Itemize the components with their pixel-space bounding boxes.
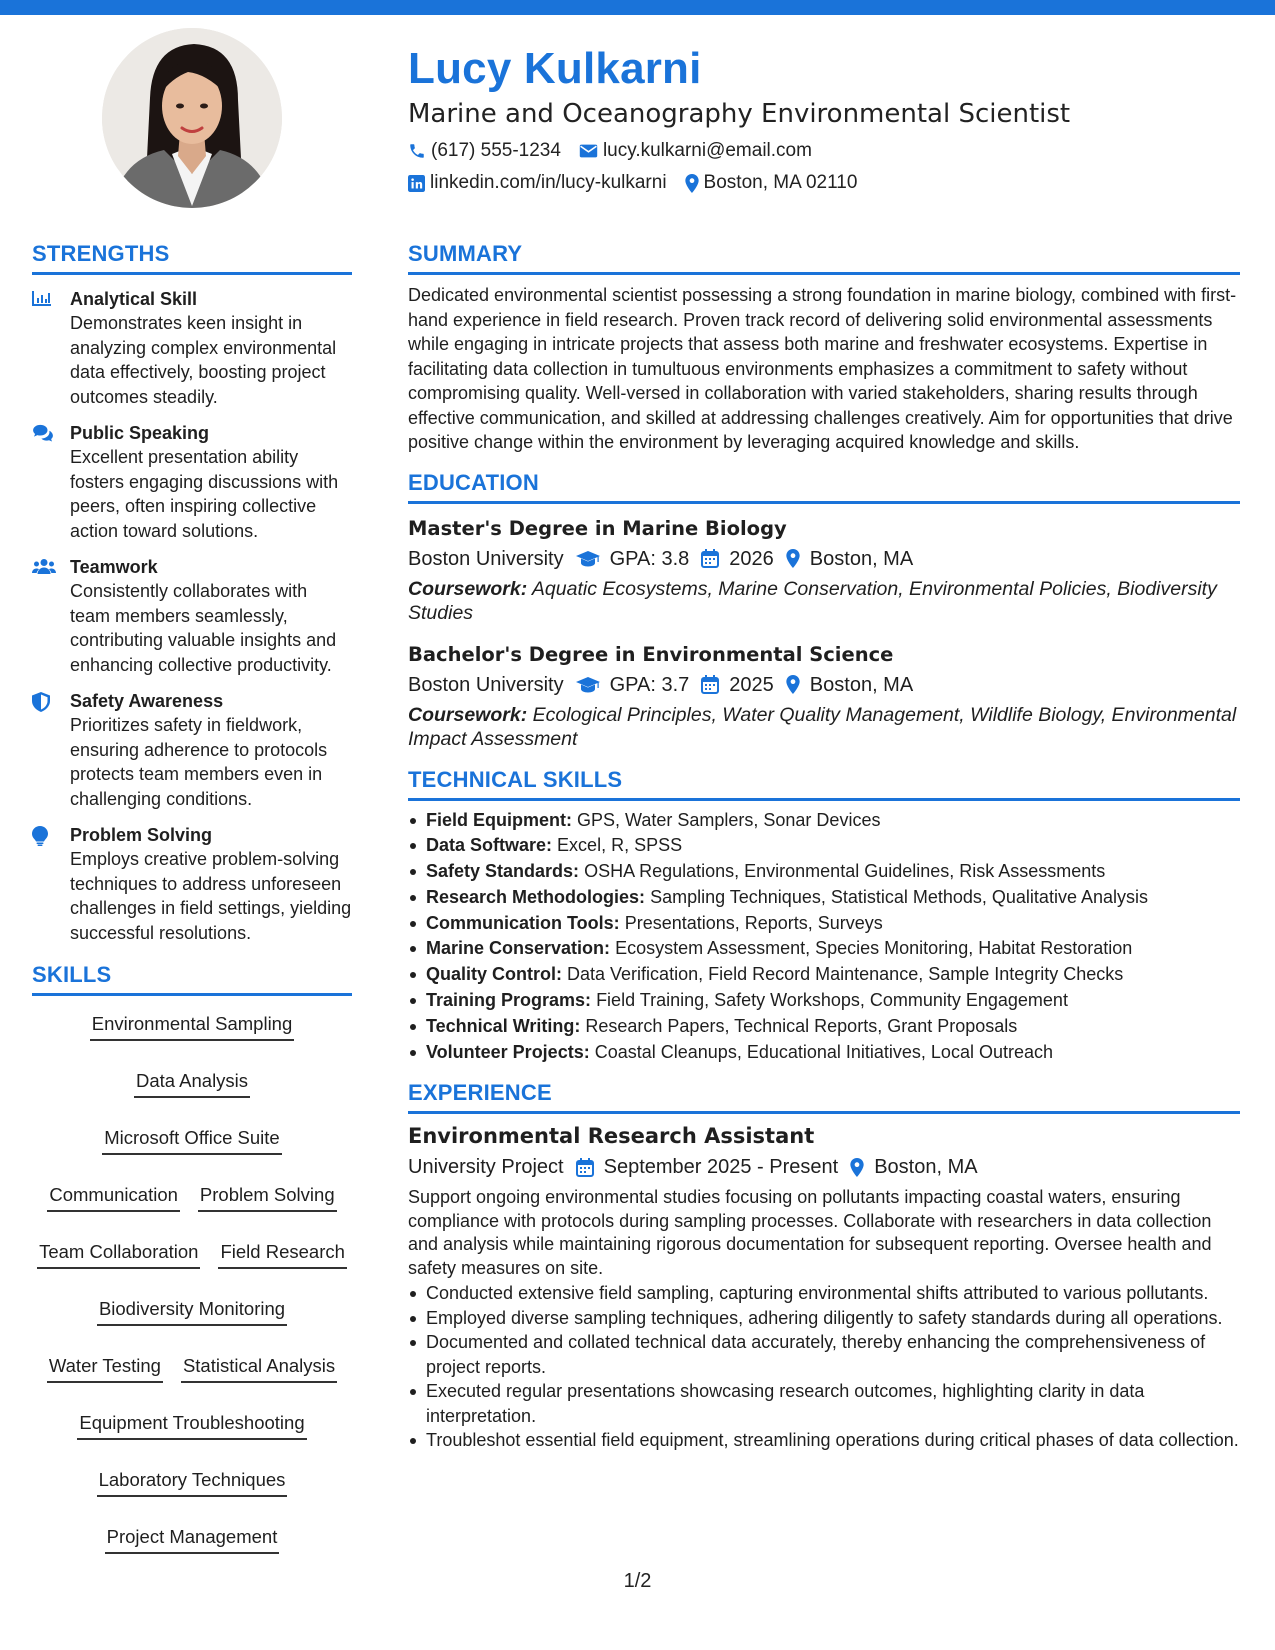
- list-item: Marine Conservation: Ecosystem Assessment, Species Monitoring, Habitat Restoration: [408, 936, 1240, 962]
- list-item: Technical Writing: Research Papers, Technical Reports, Grant Proposals: [408, 1014, 1240, 1040]
- graduation-year: 2025: [701, 670, 774, 700]
- coursework: Coursework: Aquatic Ecosystems, Marine Conservation, Environmental Policies, Biodiversity Studies: [408, 577, 1217, 624]
- top-accent-bar: [0, 0, 1275, 15]
- skill-tag: Microsoft Office Suite: [102, 1124, 281, 1155]
- school-name: Boston University: [408, 673, 564, 696]
- strength-desc: Prioritizes safety in fieldwork, ensuring adherence to protocols protects team members even in challenging conditions.: [70, 715, 328, 809]
- strength-item: [32, 555, 352, 677]
- skill-tag: Statistical Analysis: [181, 1352, 337, 1383]
- comments-icon: [32, 424, 54, 442]
- skill-tag: Equipment Troubleshooting: [77, 1409, 306, 1440]
- skill-tag: Laboratory Techniques: [97, 1466, 288, 1497]
- map-pin-icon: [786, 675, 800, 694]
- list-item: Conducted extensive field sampling, capturing environmental shifts attributed to various pollutants.: [408, 1281, 1240, 1306]
- job-bullets: [408, 1281, 1240, 1453]
- location-contact: [685, 172, 858, 194]
- experience-item: [408, 1120, 1240, 1453]
- candidate-name: Lucy Kulkarni: [408, 44, 702, 93]
- map-pin-icon: [786, 549, 800, 568]
- skill-tag: Biodiversity Monitoring: [97, 1295, 287, 1326]
- graduation-year: 2026: [701, 544, 774, 574]
- calendar-icon: [576, 1158, 594, 1177]
- candidate-title: Marine and Oceanography Environmental Scientist: [408, 99, 1071, 129]
- location-text: Boston, MA 02110: [703, 172, 858, 193]
- education-heading: EDUCATION: [408, 469, 1240, 504]
- bar-chart-icon: [32, 290, 52, 306]
- calendar-icon: [701, 675, 719, 694]
- coursework: Coursework: Ecological Principles, Water Quality Management, Wildlife Biology, Environmental Impact Assessment: [408, 703, 1237, 750]
- strength-desc: Employs creative problem-solving techniques to address unforeseen challenges in field settings, yielding successful resolutions.: [70, 849, 352, 943]
- skill-tag: Team Collaboration: [37, 1238, 200, 1269]
- education-item: [408, 640, 1240, 752]
- skill-tag: Environmental Sampling: [90, 1010, 295, 1041]
- skill-tag: Problem Solving: [198, 1181, 337, 1212]
- list-item: Research Methodologies: Sampling Techniques, Statistical Methods, Qualitative Analysis: [408, 885, 1240, 911]
- strength-name: Problem Solving: [70, 825, 213, 845]
- strength-desc: Consistently collaborates with team members seamlessly, contributing valuable insights and enhancing collective productivity.: [70, 581, 337, 675]
- linkedin-icon: [408, 175, 425, 192]
- left-column: [32, 240, 352, 1554]
- linkedin-text: linkedin.com/in/lucy-kulkarni: [430, 172, 667, 193]
- list-item: Training Programs: Field Training, Safety Workshops, Community Engagement: [408, 988, 1240, 1014]
- education-location: Boston, MA: [786, 670, 913, 700]
- list-item: Safety Standards: OSHA Regulations, Environmental Guidelines, Risk Assessments: [408, 859, 1240, 885]
- strength-name: Safety Awareness: [70, 691, 224, 711]
- experience-heading: EXPERIENCE: [408, 1079, 1240, 1114]
- skill-tag: Field Research: [218, 1238, 346, 1269]
- technical-skills-list: [408, 808, 1240, 1066]
- email-icon: [579, 143, 598, 159]
- list-item: Documented and collated technical data accurately, thereby enhancing the comprehensiveness of project reports.: [408, 1330, 1240, 1379]
- list-item: Field Equipment: GPS, Water Samplers, Sonar Devices: [408, 808, 1240, 834]
- school-name: Boston University: [408, 547, 564, 570]
- strengths-list: [32, 287, 352, 945]
- email-contact[interactable]: [579, 140, 812, 162]
- resume-header: [408, 42, 1248, 196]
- education-location: Boston, MA: [786, 544, 913, 574]
- education-list: [408, 514, 1240, 752]
- strengths-heading: STRENGTHS: [32, 240, 352, 275]
- list-item: Troubleshot essential field equipment, streamlining operations during critical phases of data collection.: [408, 1428, 1240, 1453]
- strength-item: [32, 287, 352, 409]
- lightbulb-icon: [32, 826, 48, 846]
- strength-name: Teamwork: [70, 557, 158, 577]
- technical-skills-heading: TECHNICAL SKILLS: [408, 766, 1240, 801]
- education-meta: [408, 544, 1240, 574]
- job-meta: [408, 1152, 1240, 1182]
- skill-tag: Project Management: [105, 1523, 280, 1554]
- summary-heading: SUMMARY: [408, 240, 1240, 275]
- contact-row-1: [408, 138, 1248, 164]
- education-meta: [408, 670, 1240, 700]
- list-item: Executed regular presentations showcasing research outcomes, highlighting clarity in data interpretation.: [408, 1379, 1240, 1428]
- right-column: [408, 240, 1240, 1453]
- list-item: Quality Control: Data Verification, Field Record Maintenance, Sample Integrity Checks: [408, 962, 1240, 988]
- map-pin-icon: [685, 174, 699, 193]
- skill-tag: Data Analysis: [134, 1067, 250, 1098]
- strength-item: [32, 689, 352, 811]
- profile-photo: [102, 28, 282, 208]
- map-pin-icon: [850, 1158, 864, 1177]
- graduation-cap-icon: [576, 676, 600, 694]
- job-title: Environmental Research Assistant: [408, 1124, 815, 1149]
- calendar-icon: [701, 549, 719, 568]
- skills-heading: SKILLS: [32, 961, 352, 996]
- phone-text: (617) 555-1234: [431, 140, 561, 161]
- list-item: Employed diverse sampling techniques, adhering diligently to safety standards during all operations.: [408, 1306, 1240, 1331]
- job-location: Boston, MA: [850, 1152, 977, 1182]
- job-description: Support ongoing environmental studies focusing on pollutants impacting coastal waters, ensuring compliance with protocols during sampling processes. Collaborate with researchers in data collection and analysis while maintaining rigorous documentation for subsequent reporting. Oversee health and safety measures on site.: [408, 1187, 1212, 1278]
- graduation-cap-icon: [576, 550, 600, 568]
- email-text: lucy.kulkarni@email.com: [602, 140, 812, 161]
- strength-desc: Excellent presentation ability fosters engaging discussions with peers, often inspiring collective action toward solutions.: [70, 447, 339, 541]
- strength-name: Analytical Skill: [70, 289, 198, 309]
- education-item: [408, 514, 1240, 626]
- skills-tags: [32, 1010, 352, 1554]
- phone-contact[interactable]: [408, 140, 561, 162]
- list-item: Communication Tools: Presentations, Reports, Surveys: [408, 911, 1240, 937]
- strength-name: Public Speaking: [70, 423, 210, 443]
- linkedin-contact[interactable]: [408, 172, 667, 194]
- degree-title: Bachelor's Degree in Environmental Science: [408, 642, 894, 666]
- strength-item: [32, 421, 352, 543]
- gpa: GPA: 3.7: [576, 670, 690, 700]
- contact-row-2: [408, 170, 1248, 196]
- users-icon: [32, 558, 56, 575]
- organization: University Project: [408, 1156, 564, 1179]
- skill-tag: Water Testing: [47, 1352, 163, 1383]
- skill-tag: Communication: [47, 1181, 180, 1212]
- phone-icon: [408, 142, 426, 160]
- shield-icon: [32, 692, 50, 712]
- strength-desc: Demonstrates keen insight in analyzing complex environmental data effectively, boosting project outcomes steadily.: [70, 313, 337, 407]
- page-number: 1/2: [623, 1570, 652, 1592]
- job-dates: September 2025 - Present: [576, 1152, 839, 1182]
- degree-title: Master's Degree in Marine Biology: [408, 516, 787, 540]
- gpa: GPA: 3.8: [576, 544, 690, 574]
- list-item: Data Software: Excel, R, SPSS: [408, 833, 1240, 859]
- summary-text: Dedicated environmental scientist possessing a strong foundation in marine biology, combined with first-hand experience in field research. Proven track record of delivering solid environmental assessments while engaging in intricate projects that assess both marine and freshwater ecosystems. Expertise in facilitating data collection in tumultuous environments emphasizes a commitment to safety without compromising quality. Well-versed in collaboration with varied stakeholders, sharing results through effective communication, and skilled at addressing challenges creatively. Aim for opportunities that drive positive change within the environment by leveraging acquired knowledge and skills.: [408, 285, 1237, 452]
- list-item: Volunteer Projects: Coastal Cleanups, Educational Initiatives, Local Outreach: [408, 1040, 1240, 1066]
- strength-item: [32, 823, 352, 945]
